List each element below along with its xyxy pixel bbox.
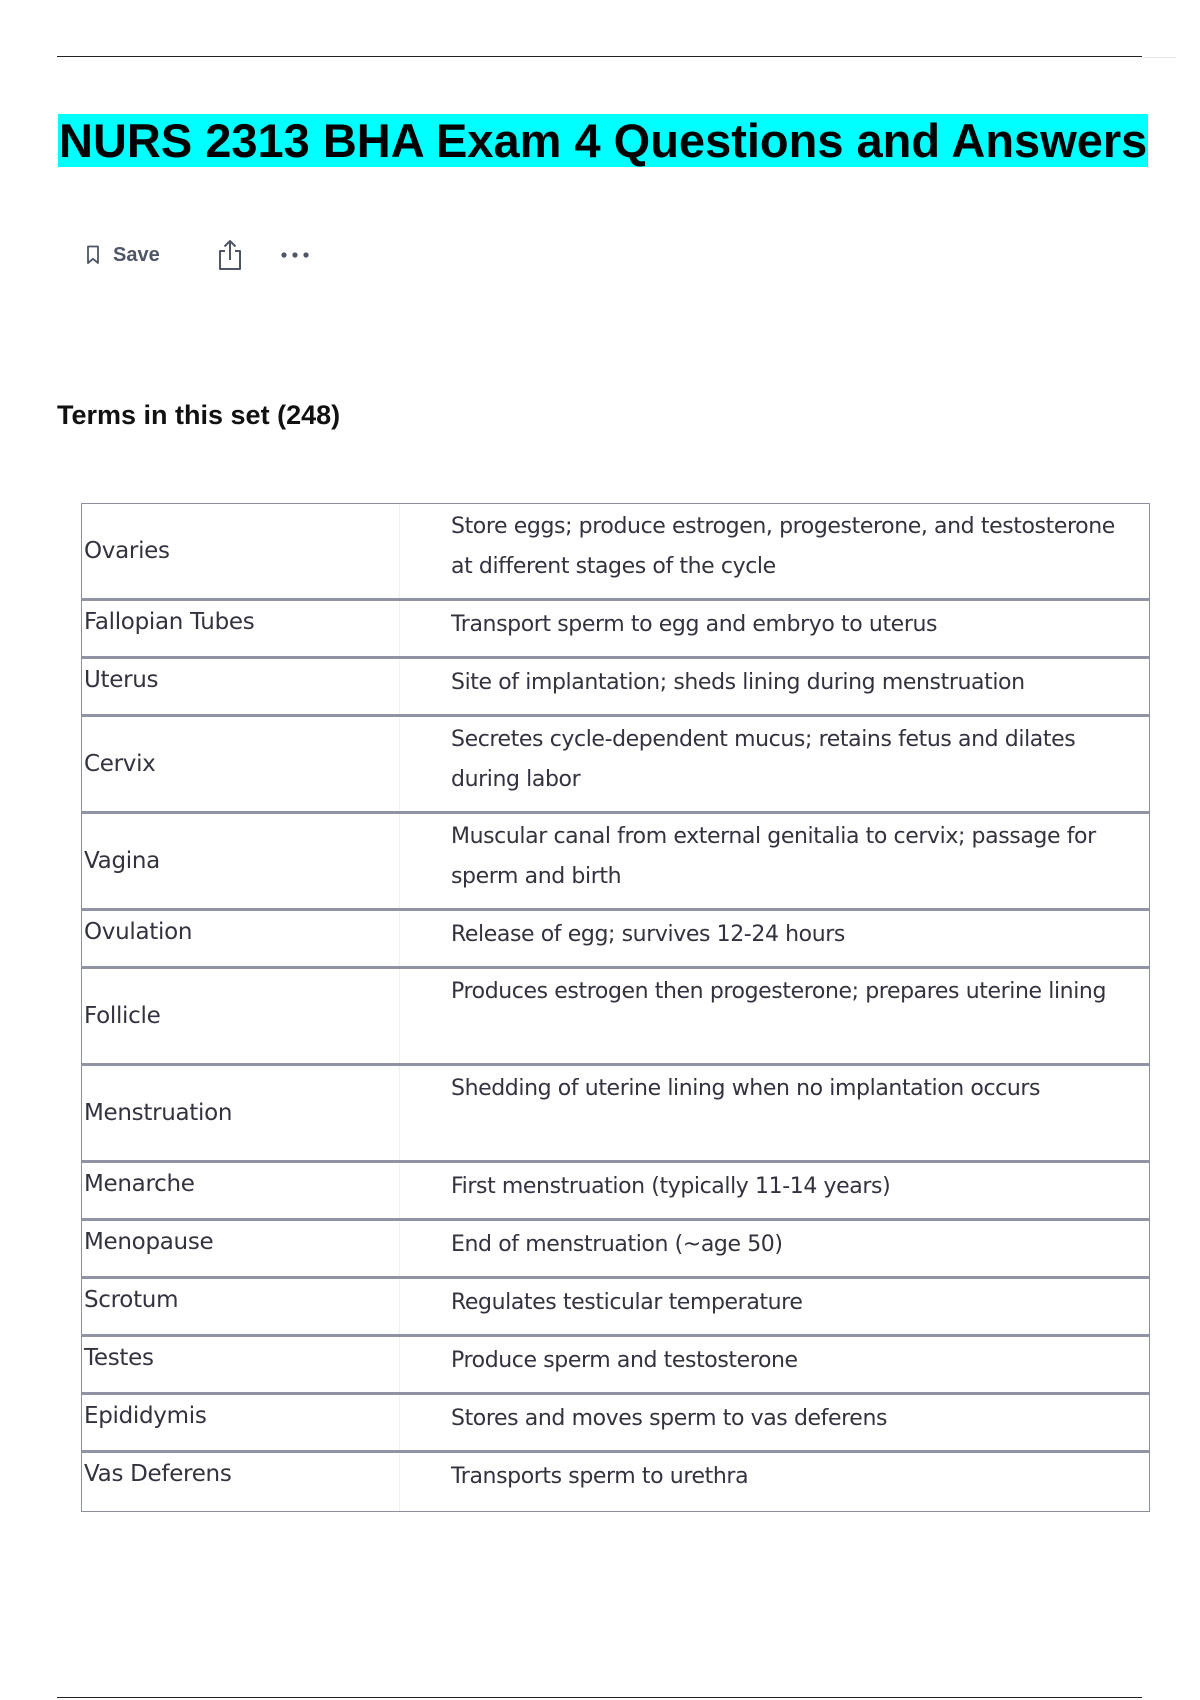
table-row <box>82 1066 1149 1163</box>
term-cell: Ovulation <box>82 911 400 966</box>
save-label: Save <box>113 243 160 266</box>
term-cell: Vagina <box>82 814 400 908</box>
bottom-divider <box>57 1697 1142 1698</box>
share-button[interactable] <box>216 239 244 271</box>
definition-cell: Secretes cycle-dependent mucus; retains fetus and dilates during labor <box>451 727 1076 792</box>
table-row <box>82 1279 1149 1337</box>
table-row <box>82 1337 1149 1395</box>
definition-cell: Store eggs; produce estrogen, progesterone, and testosterone at different stages of the cycle <box>451 514 1115 579</box>
terms-heading <box>57 400 340 431</box>
term-cell: Cervix <box>82 717 400 811</box>
term-cell: Scrotum <box>82 1279 400 1334</box>
table-row <box>82 717 1149 814</box>
top-divider <box>57 56 1142 57</box>
terms-heading-label: Terms in this set <box>57 400 270 430</box>
definition-cell: Transport sperm to egg and embryo to uterus <box>451 612 938 637</box>
share-icon <box>216 239 244 271</box>
table-row <box>82 969 1149 1066</box>
terms-count: (248) <box>277 400 341 430</box>
bookmark-icon <box>86 245 100 265</box>
table-row <box>82 911 1149 969</box>
page-title-highlight: NURS 2313 BHA Exam 4 Questions and Answers <box>59 114 1148 167</box>
toolbar <box>86 238 310 272</box>
table-row <box>82 814 1149 911</box>
table-row <box>82 1395 1149 1453</box>
definition-cell: Site of implantation; sheds lining during menstruation <box>451 670 1025 695</box>
term-cell: Follicle <box>82 969 400 1063</box>
definition-cell: Produces estrogen then progesterone; prepares uterine lining <box>451 979 1107 1004</box>
table-row <box>82 659 1149 717</box>
terms-table <box>81 503 1150 1512</box>
save-button[interactable] <box>86 244 160 267</box>
term-cell: Menarche <box>82 1163 400 1218</box>
term-cell: Menstruation <box>82 1066 400 1160</box>
definition-cell: Regulates testicular temperature <box>451 1290 803 1315</box>
definition-cell: First menstruation (typically 11-14 years) <box>451 1174 891 1199</box>
top-divider-tail <box>1144 57 1176 58</box>
term-cell: Vas Deferens <box>82 1453 400 1511</box>
definition-cell: Produce sperm and testosterone <box>451 1348 798 1373</box>
table-row <box>82 1163 1149 1221</box>
definition-cell: Transports sperm to urethra <box>451 1464 749 1489</box>
definition-cell: Release of egg; survives 12-24 hours <box>451 922 845 947</box>
term-cell: Menopause <box>82 1221 400 1276</box>
page-title <box>57 113 1149 169</box>
definition-cell: Shedding of uterine lining when no implantation occurs <box>451 1076 1041 1101</box>
table-row <box>82 1221 1149 1279</box>
term-cell: Epididymis <box>82 1395 400 1450</box>
table-row <box>82 1453 1149 1511</box>
term-cell: Fallopian Tubes <box>82 601 400 656</box>
term-cell: Testes <box>82 1337 400 1392</box>
term-cell: Ovaries <box>82 504 400 598</box>
definition-cell: Stores and moves sperm to vas deferens <box>451 1406 888 1431</box>
more-options-icon <box>280 251 310 259</box>
more-options-button[interactable] <box>280 251 310 259</box>
table-row <box>82 504 1149 601</box>
table-row <box>82 601 1149 659</box>
term-cell: Uterus <box>82 659 400 714</box>
definition-cell: End of menstruation (~age 50) <box>451 1232 783 1257</box>
definition-cell: Muscular canal from external genitalia to cervix; passage for sperm and birth <box>451 824 1096 889</box>
